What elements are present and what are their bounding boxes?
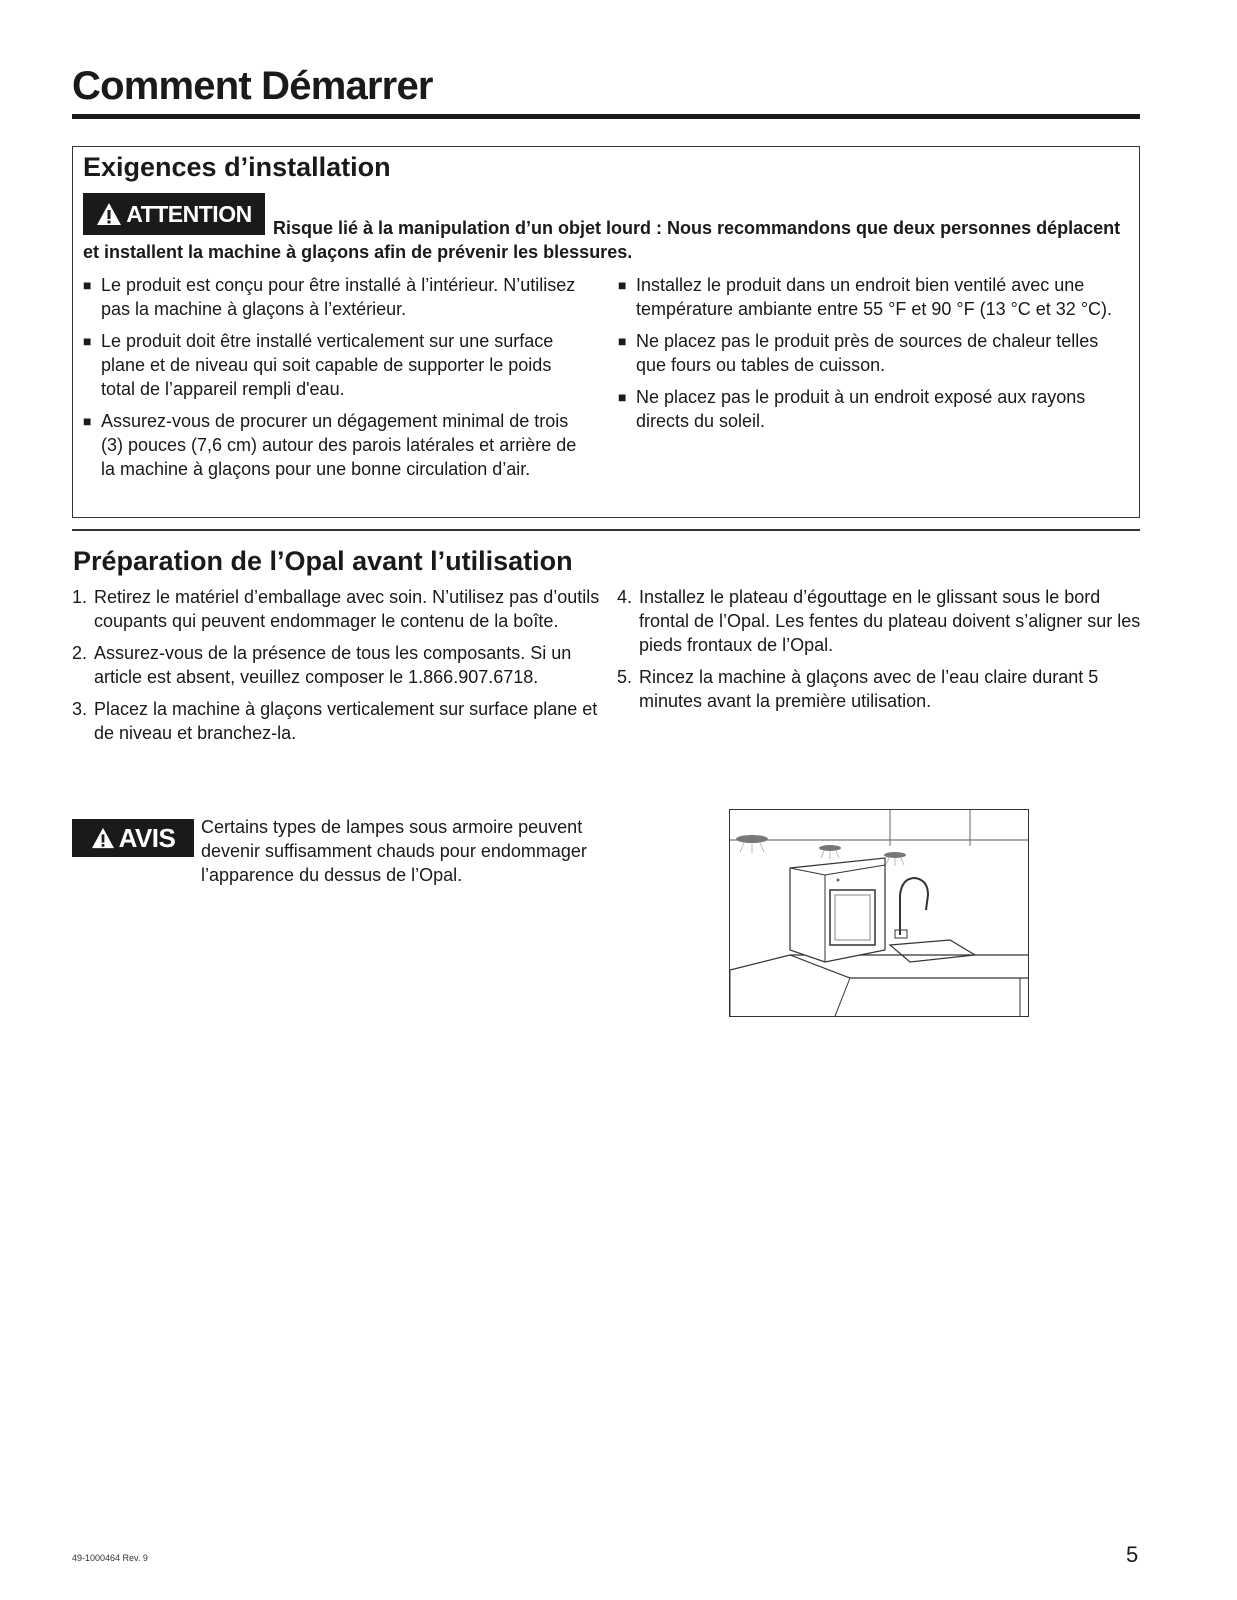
step-number: 4. xyxy=(617,587,633,607)
step-item xyxy=(72,585,612,633)
list-item-text: Ne placez pas le produit à un endroit exposé aux rayons directs du soleil. xyxy=(636,387,1086,431)
installation-bullets-right xyxy=(618,273,1128,441)
step-text: Rincez la machine à glaçons avec de l’eau claire durant 5 minutes avant la première utilisation. xyxy=(639,667,1099,711)
kitchen-illustration xyxy=(729,809,1029,1017)
step-text: Installez le plateau d’égouttage en le glissant sous le bord frontal de l’Opal. Les fentes du plateau doivent s’aligner sur les pieds frontaux de l’Opal. xyxy=(639,587,1141,655)
step-number: 1. xyxy=(72,587,88,607)
step-item xyxy=(617,585,1142,657)
page-number: 5 xyxy=(1126,1542,1139,1567)
attention-text: Risque lié à la manipulation d’un objet lourd : Nous recommandons que deux personnes déplacent et installent la machine à glaçons afin de prévenir les blessures. xyxy=(83,218,1121,262)
list-item-text: Ne placez pas le produit près de sources de chaleur telles que fours ou tables de cuisson. xyxy=(636,331,1099,375)
list-item-text: Le produit doit être installé verticalement sur une surface plane et de niveau qui soit capable de supporter le poids total de l’appareil rempli d'eau. xyxy=(101,331,554,399)
step-number: 2. xyxy=(72,643,88,663)
bullet-square-icon: ■ xyxy=(83,413,92,429)
step-number: 5. xyxy=(617,667,633,687)
list-item xyxy=(618,385,1128,433)
page-title: Comment Démarrer xyxy=(72,64,433,108)
preparation-steps-right xyxy=(617,585,1142,721)
list-item-text: Assurez-vous de procurer un dégagement minimal de trois (3) pouces (7,6 cm) autour des parois latérales et arrière de la machine à glaçons pour une bonne circulation d’air. xyxy=(101,411,577,479)
step-text: Assurez-vous de la présence de tous les composants. Si un article est absent, veuillez composer le 1.866.907.6718. xyxy=(94,643,572,687)
bullet-square-icon: ■ xyxy=(618,277,627,293)
title-rule xyxy=(72,114,1140,119)
avis-badge xyxy=(72,819,194,857)
installation-bullets-left xyxy=(83,273,583,489)
bullet-square-icon: ■ xyxy=(83,277,92,293)
step-text: Placez la machine à glaçons verticalement sur surface plane et de niveau et branchez-la. xyxy=(94,699,598,743)
section-rule xyxy=(72,529,1140,531)
kitchen-scene-image xyxy=(730,810,1028,1016)
step-number: 3. xyxy=(72,699,88,719)
list-item xyxy=(83,329,583,401)
step-text: Retirez le matériel d’emballage avec soin. N’utilisez pas d’outils coupants qui peuvent endommager le contenu de la boîte. xyxy=(94,587,600,631)
bullet-square-icon: ■ xyxy=(83,333,92,349)
list-item xyxy=(618,329,1128,377)
installation-heading: Exigences d’installation xyxy=(83,152,391,182)
list-item-text: Le produit est conçu pour être installé à l’intérieur. N’utilisez pas la machine à glaçons à l’extérieur. xyxy=(101,275,576,319)
step-item xyxy=(617,665,1142,713)
avis-text: Certains types de lampes sous armoire peuvent devenir suffisamment chauds pour endommager l’apparence du dessus de l’Opal. xyxy=(201,817,587,885)
avis-label: AVIS xyxy=(118,822,176,853)
list-item-text: Installez le produit dans un endroit bien ventilé avec une température ambiante entre 55 °F et 90 °F (13 °C et 32 °C). xyxy=(636,275,1113,319)
preparation-steps-left xyxy=(72,585,612,753)
list-item xyxy=(83,273,583,321)
warning-triangle-icon xyxy=(91,827,115,849)
document-number: 49-1000464 Rev. 9 xyxy=(72,1553,148,1563)
step-item xyxy=(72,697,612,745)
list-item xyxy=(618,273,1128,321)
list-item xyxy=(83,409,583,481)
preparation-heading: Préparation de l’Opal avant l’utilisation xyxy=(73,546,573,576)
bullet-square-icon: ■ xyxy=(618,333,627,349)
step-item xyxy=(72,641,612,689)
bullet-square-icon: ■ xyxy=(618,389,627,405)
attention-label: ATTENTION xyxy=(126,200,252,227)
